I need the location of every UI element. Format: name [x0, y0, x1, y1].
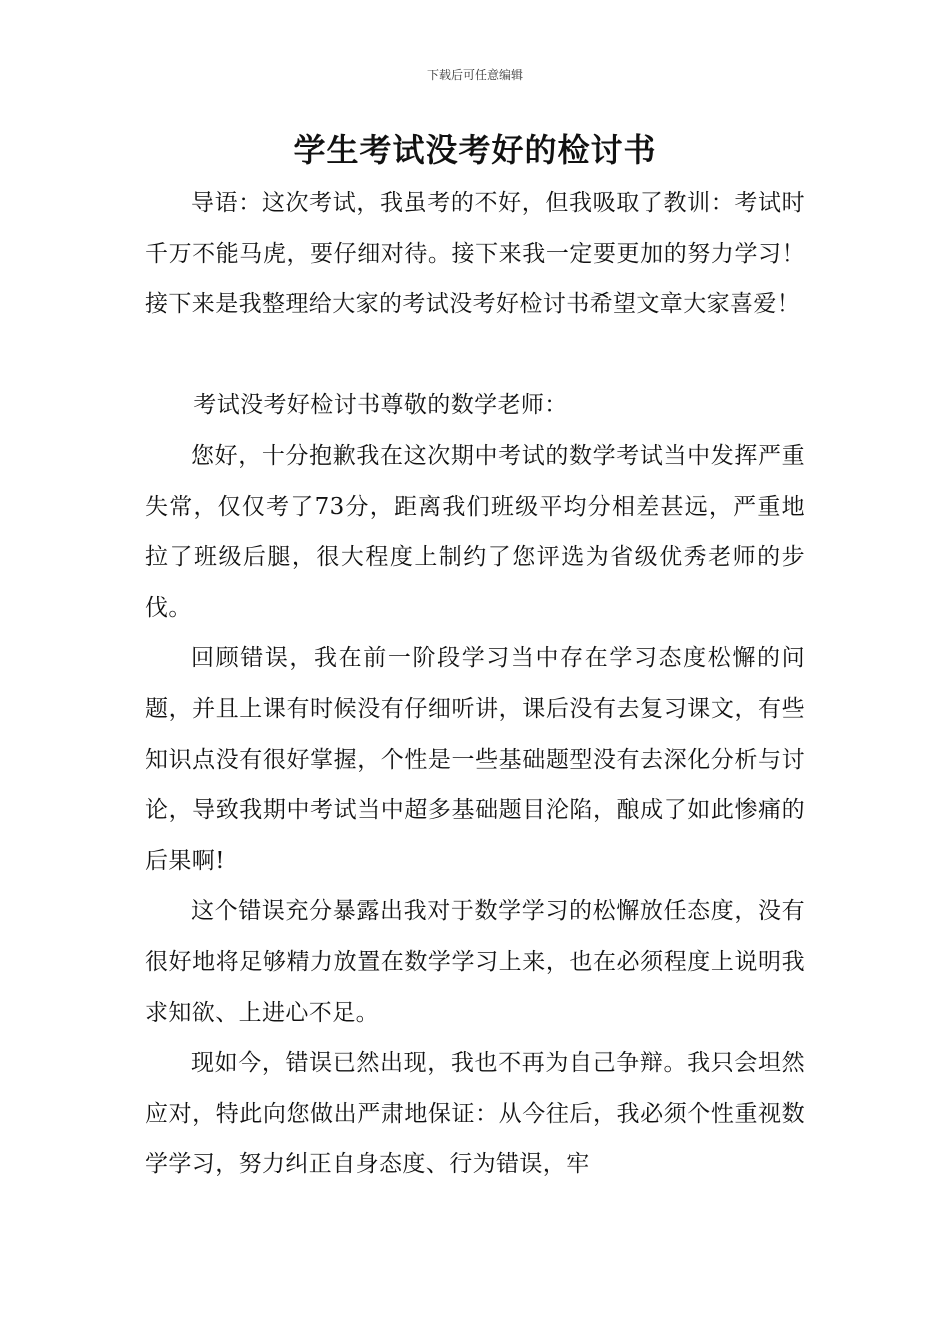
- body-paragraph-4: 现如今，错误已然出现，我也不再为自己争辩。我只会坦然应对，特此向您做出严肃地保证：从今往后，我必须个性重视数学学习，努力纠正自身态度、行为错误，牢: [145, 1050, 805, 1178]
- intro-paragraph: 导语：这次考试，我虽考的不好，但我吸取了教训：考试时千万不能马虎，要仔细对待。接下来我一定要更加的努力学习！接下来是我整理给大家的考试没考好检讨书希望文章大家喜爱！: [145, 190, 805, 318]
- document-title: 学生考试没考好的检讨书: [293, 131, 657, 169]
- body-paragraph-3: 这个错误充分暴露出我对于数学学习的松懈放任态度，没有很好地将足够精力放置在数学学习上来，也在必须程度上说明我求知欲、上进心不足。: [145, 898, 805, 1026]
- header-note: 下载后可任意编辑: [426, 68, 523, 82]
- salutation-line: 考试没考好检讨书尊敬的数学老师：: [193, 392, 568, 419]
- document-body: [145, 178, 805, 1190]
- blank-line: [145, 330, 805, 381]
- body-paragraph-2: 回顾错误，我在前一阶段学习当中存在学习态度松懈的问题，并且上课有时候没有仔细听讲，课后没有去复习课文，有些知识点没有很好掌握，个性是一些基础题型没有去深化分析与讨论，导致我期中考试当中超多基础题目沦陷，酿成了如此惨痛的后果啊!: [145, 645, 805, 874]
- body-paragraph-1: 您好，十分抱歉我在这次期中考试的数学考试当中发挥严重失常，仅仅考了73分，距离我们班级平均分相差甚远，严重地拉了班级后腿，很大程度上制约了您评选为省级优秀老师的步伐。: [145, 442, 805, 621]
